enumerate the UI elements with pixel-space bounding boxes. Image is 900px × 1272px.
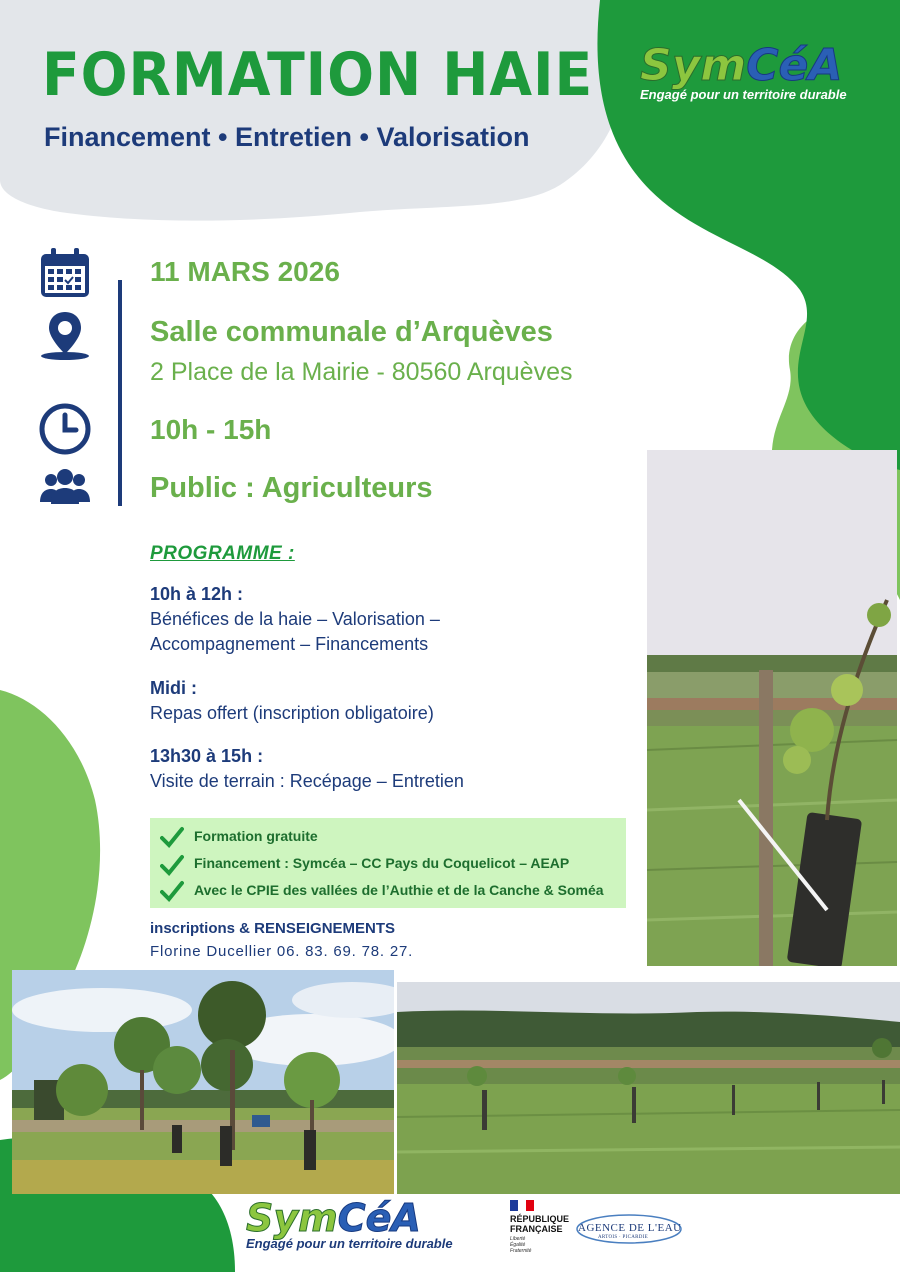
check-icon xyxy=(160,854,184,876)
page-title: FORMATION HAIE xyxy=(42,40,594,110)
symcea-logo-bottom xyxy=(246,1196,453,1251)
logo-name-part2: CéA xyxy=(337,1196,421,1240)
programme-time: 10h à 12h : xyxy=(150,584,244,604)
rf-line2: FRANÇAISE xyxy=(510,1224,563,1234)
programme-item xyxy=(150,744,464,794)
rf-motto1: Liberté xyxy=(510,1236,526,1242)
programme-description: Visite de terrain : Recépage – Entretien xyxy=(150,771,464,791)
tree-plantation-photo xyxy=(647,450,897,966)
agence-subtitle: ARTOIS · PICARDIE xyxy=(598,1235,648,1240)
logo-name-part2: CéA xyxy=(746,40,843,91)
rf-motto2: Égalité xyxy=(510,1242,526,1248)
young-trees-photo xyxy=(12,970,394,1194)
logo-tagline: Engagé pour un territoire durable xyxy=(246,1236,453,1251)
calendar-icon xyxy=(38,246,92,300)
contact-line: Florine Ducellier 06. 83. 69. 78. 27. xyxy=(150,943,414,960)
programme-item xyxy=(150,582,440,657)
page-subtitle: Financement • Entretien • Valorisation xyxy=(44,122,530,152)
programme-description: Repas offert (inscription obligatoire) xyxy=(150,703,434,723)
benefit-item: Financement : Symcéa – CC Pays du Coquelicot – AEAP xyxy=(194,855,570,871)
group-icon xyxy=(38,462,92,516)
event-hours: 10h - 15h xyxy=(150,414,272,445)
check-icon xyxy=(160,880,184,902)
contact-title: inscriptions & RENSEIGNEMENTS xyxy=(150,920,396,937)
benefits-box xyxy=(150,818,626,908)
logo-tagline: Engagé pour un territoire durable xyxy=(640,87,847,102)
programme-time: 13h30 à 15h : xyxy=(150,746,264,766)
info-divider xyxy=(118,280,122,506)
location-pin-icon xyxy=(38,308,92,362)
rf-motto3: Fraternité xyxy=(510,1248,532,1254)
logo-name-part1: Sym xyxy=(640,40,747,91)
landscape-photo xyxy=(397,982,900,1194)
programme-description: Bénéfices de la haie – Valorisation – xyxy=(150,609,440,629)
rf-line1: RÉPUBLIQUE xyxy=(510,1214,570,1224)
check-icon xyxy=(160,826,184,848)
benefit-item: Avec le CPIE des vallées de l’Authie et de la Canche & Soméa xyxy=(194,882,604,898)
event-address: 2 Place de la Mairie - 80560 Arquèves xyxy=(150,358,573,386)
logo-name-part1: Sym xyxy=(246,1196,338,1240)
clock-icon xyxy=(38,402,92,456)
symcea-logo-top xyxy=(640,40,860,102)
agence-name: AGENCE DE L'EAU xyxy=(578,1222,682,1234)
event-venue: Salle communale d’Arquèves xyxy=(150,316,553,348)
agence-de-l-eau-logo xyxy=(574,1212,684,1246)
programme-time: Midi : xyxy=(150,678,197,698)
programme-item xyxy=(150,676,434,726)
programme-title: PROGRAMME : xyxy=(150,543,295,564)
french-flag-icon xyxy=(510,1200,534,1211)
event-date: 11 MARS 2026 xyxy=(150,256,340,287)
benefit-item: Formation gratuite xyxy=(194,828,318,844)
republique-francaise-logo xyxy=(510,1200,570,1254)
event-public: Public : Agriculteurs xyxy=(150,472,433,504)
programme-description: Accompagnement – Financements xyxy=(150,634,429,654)
